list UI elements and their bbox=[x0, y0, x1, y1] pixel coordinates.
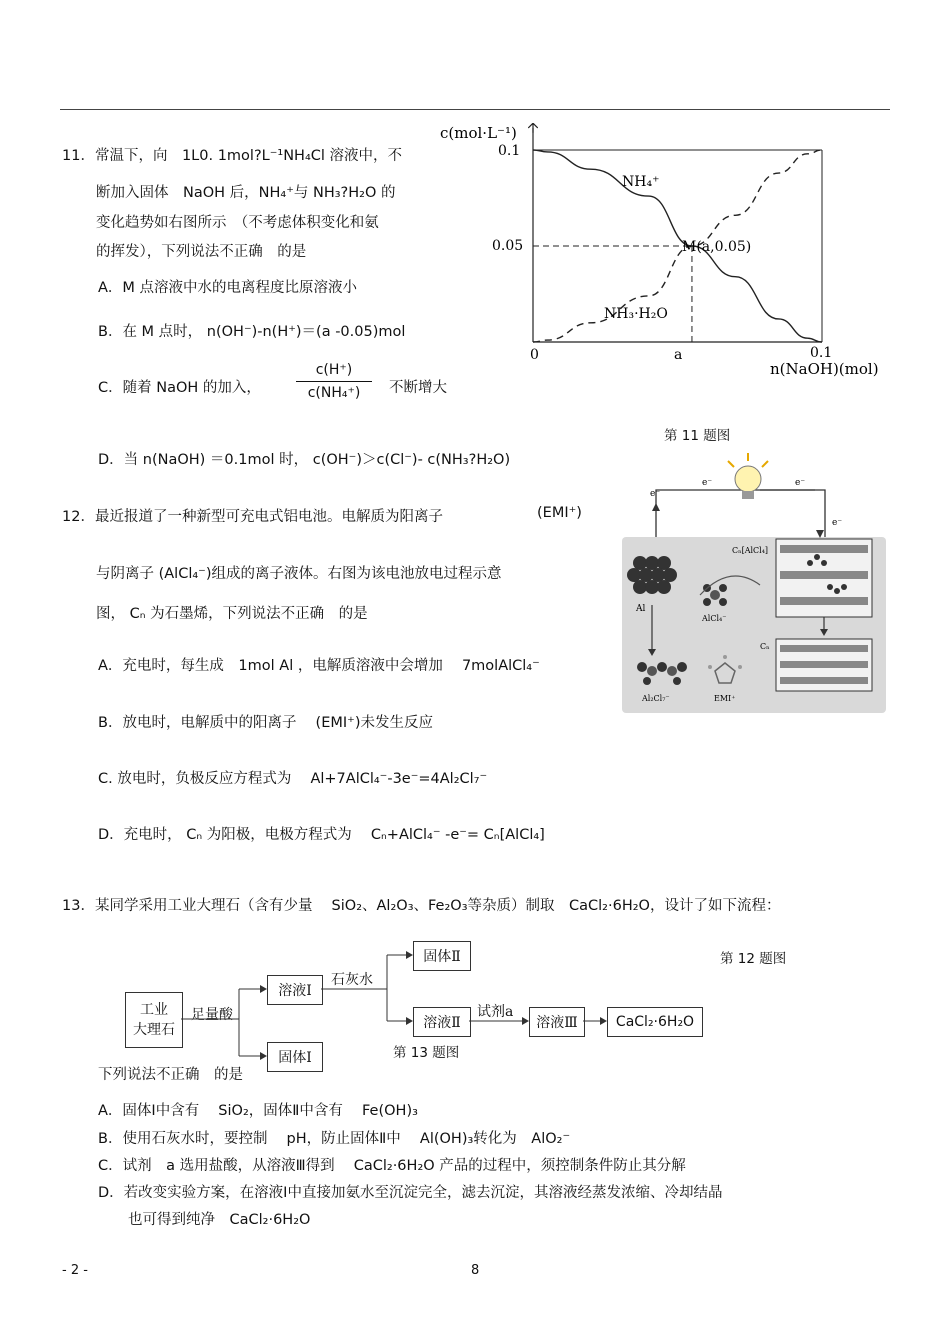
q11-stem-line2: 断加入固体 NaOH 后，NH₄⁺与 NH₃?H₂O 的 bbox=[96, 185, 396, 201]
emi-label: EMI⁺ bbox=[714, 694, 736, 703]
x-tick-0-1: 0.1 bbox=[810, 345, 833, 361]
q13-option-d-line1: D．若改变实验方案，在溶液Ⅰ中直接加氨水至沉淀完全，滤去沉淀，其溶液经蒸发浓缩、冷却结晶 bbox=[98, 1185, 723, 1201]
q12-figure-caption: 第 12 题图 bbox=[720, 951, 787, 967]
fraction-bar bbox=[296, 381, 372, 382]
external-circuit-right bbox=[760, 490, 825, 537]
header-rule bbox=[60, 109, 890, 110]
q12-option-a: A．充电时，每生成 1mol Al ，电解质溶液中会增加 7molAlCl₄⁻ bbox=[98, 658, 540, 674]
flow-solid2-box: 固体Ⅱ bbox=[413, 941, 471, 971]
flow-acid-label: 足量酸 bbox=[191, 1007, 233, 1023]
cn-label: Cₙ bbox=[760, 642, 770, 651]
q11-chart bbox=[440, 118, 900, 388]
footer-page-label: - 2 - bbox=[62, 1263, 88, 1278]
q12-battery-figure bbox=[620, 445, 888, 715]
electron-label-top: e⁻ bbox=[702, 478, 713, 488]
q12-option-b: B．放电时，电解质中的阳离子 (EMI⁺)未发生反应 bbox=[98, 715, 433, 731]
fraction-denominator: c(NH₄⁺) bbox=[307, 385, 361, 401]
flow-reagent-label: 试剂a bbox=[477, 1004, 514, 1020]
arrow-right-icon-3 bbox=[406, 951, 413, 959]
graphene-layers-bottom bbox=[780, 645, 868, 684]
q13-option-b: B．使用石灰水时，要控制 pH，防止固体Ⅱ中 Al(OH)₃转化为 AlO₂⁻ bbox=[98, 1131, 571, 1147]
arrow-up-icon bbox=[652, 503, 660, 511]
point-m-label: M(a,0.05) bbox=[682, 239, 752, 255]
y-tick-0-1: 0.1 bbox=[498, 143, 521, 159]
al-label: Al bbox=[636, 604, 646, 614]
q11-option-c: C．随着 NaOH 的加入， bbox=[98, 380, 261, 396]
q12-stem-line2: 与阴离子 (AlCl₄⁻)组成的离子液体。右图为该电池放电过程示意 bbox=[96, 566, 502, 582]
q13-ask: 下列说法不正确 的是 bbox=[98, 1067, 243, 1083]
q11-figure-caption: 第 11 题图 bbox=[664, 428, 731, 444]
y-tick-0-05: 0.05 bbox=[492, 238, 524, 254]
arrow-right-icon-6 bbox=[600, 1017, 607, 1025]
q11-stem-line1: 11．常温下，向 1L0. 1mol?L⁻¹NH₄Cl 溶液中，不 bbox=[62, 148, 403, 164]
q12-stem-line1-cation: (EMI⁺) bbox=[537, 505, 582, 521]
flow-product-box: CaCl₂·6H₂O bbox=[607, 1007, 703, 1037]
arrow-right-icon-2 bbox=[260, 1052, 267, 1060]
arrow-right-icon-5 bbox=[522, 1017, 529, 1025]
x-tick-0: 0 bbox=[530, 347, 539, 363]
q11-option-d: D．当 n(NaOH) ＝0.1mol 时， c(OH⁻)＞c(Cl⁻)- c(NH₃?H₂O) bbox=[98, 452, 511, 468]
cn-alcl4-label: Cₙ[AlCl₄] bbox=[732, 546, 769, 555]
q12-stem-line3: 图， Cₙ 为石墨烯，下列说法不正确 的是 bbox=[96, 606, 368, 622]
q11-option-a: A．M 点溶液中水的电离程度比原溶液小 bbox=[98, 280, 358, 296]
q11-option-b: B．在 M 点时， n(OH⁻)-n(H⁺)＝(a -0.05)mol bbox=[98, 324, 406, 340]
q12-option-c: C. 放电时，负极反应方程式为 Al+7AlCl₄⁻-3e⁻=4Al₂Cl₇⁻ bbox=[98, 771, 488, 787]
x-axis-label: n(NaOH)(mol) bbox=[770, 360, 879, 378]
arrow-down-icon bbox=[816, 530, 824, 538]
q13-flowchart bbox=[125, 935, 705, 1073]
q11-option-c-fraction bbox=[296, 362, 372, 401]
q13-figure-caption: 第 13 题图 bbox=[393, 1045, 460, 1061]
flow-solution2-box: 溶液Ⅱ bbox=[413, 1007, 471, 1037]
flow-solid1-box: 固体Ⅰ bbox=[267, 1042, 323, 1072]
electron-label-down: e⁻ bbox=[832, 518, 843, 528]
external-circuit-left bbox=[656, 490, 815, 537]
y-axis-label: c(mol·L⁻¹) bbox=[440, 124, 517, 142]
flow-solution1-box: 溶液Ⅰ bbox=[267, 975, 323, 1005]
q13-option-a: A．固体Ⅰ中含有 SiO₂，固体Ⅱ中含有 Fe(OH)₃ bbox=[98, 1103, 418, 1119]
q11-option-c-tail: 不断增大 bbox=[389, 380, 447, 396]
q11-stem-line4: 的挥发），下列说法不正确 的是 bbox=[96, 244, 307, 260]
flow-solution3-box: 溶液Ⅲ bbox=[529, 1007, 585, 1037]
q13-stem: 13．某同学采用工业大理石（含有少量 SiO₂、Al₂O₃、Fe₂O₃等杂质）制取 CaCl₂·6H₂O，设计了如下流程： bbox=[62, 898, 781, 914]
x-tick-a: a bbox=[674, 347, 683, 363]
flow-start-line2: 大理石 bbox=[133, 1022, 175, 1038]
q12-stem-line1: 12．最近报道了一种新型可充电式铝电池。电解质为阳离子 bbox=[62, 509, 443, 525]
flow-limewater-label: 石灰水 bbox=[331, 972, 373, 988]
electron-label-left: e⁻ bbox=[650, 489, 661, 499]
q12-option-d: D．充电时， Cₙ 为阳极，电极方程式为 Cₙ+AlCl₄⁻ -e⁻= Cₙ[AlCl₄] bbox=[98, 827, 545, 843]
q13-option-c: C．试剂 a 选用盐酸，从溶液Ⅲ得到 CaCl₂·6H₂O 产品的过程中，须控制条件防止其分解 bbox=[98, 1158, 686, 1174]
electron-label-right: e⁻ bbox=[795, 478, 806, 488]
series-nh3h2o-label: NH₃·H₂O bbox=[604, 306, 668, 322]
fraction-numerator: c(H⁺) bbox=[315, 362, 353, 378]
series-nh4-label: NH₄⁺ bbox=[622, 174, 660, 190]
footer-page-number: 8 bbox=[471, 1263, 480, 1278]
arrow-right-icon-4 bbox=[406, 1017, 413, 1025]
q11-stem-line3: 变化趋势如右图所示 （不考虑体积变化和氨 bbox=[96, 215, 379, 231]
lightbulb-icon bbox=[728, 453, 768, 499]
al2cl7-label: Al₂Cl₇⁻ bbox=[642, 694, 670, 703]
flow-start-line1: 工业 bbox=[140, 1002, 168, 1018]
arrow-right-icon bbox=[260, 985, 267, 993]
alcl4-label: AlCl₄⁻ bbox=[702, 614, 727, 623]
q13-option-d-line2: 也可得到纯净 CaCl₂·6H₂O bbox=[128, 1212, 311, 1228]
aluminum-electrode bbox=[627, 556, 677, 594]
